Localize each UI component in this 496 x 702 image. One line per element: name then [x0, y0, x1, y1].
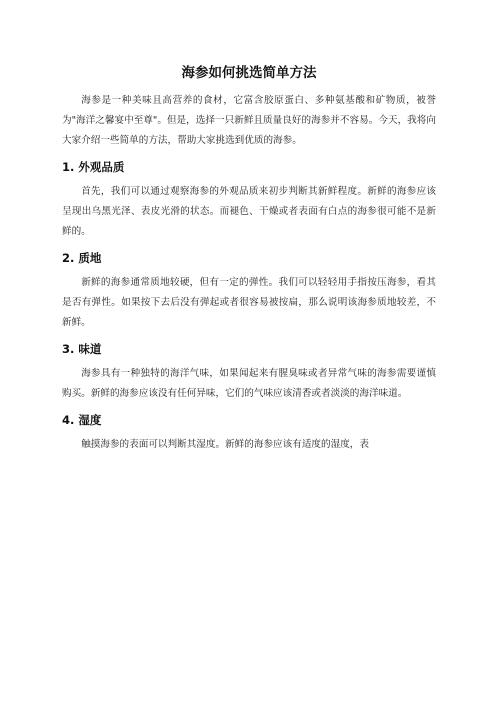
section-heading: 4. 湿度	[62, 413, 102, 427]
section-paragraph: 海参具有一种独特的海洋气味，如果闻起来有腥臭味或者异常气味的海参需要谨慎购买。新鲜的海参应该没有任何异味，它们的气味应该清香或者淡淡的海洋味道。	[62, 368, 436, 399]
section-heading: 1. 外观品质	[62, 160, 125, 174]
section-humidity	[62, 412, 436, 455]
section-appearance	[62, 159, 436, 242]
section-paragraph: 新鲜的海参通常质地较硬，但有一定的弹性。我们可以轻轻用手指按压海参，看其是否有弹性。如果按下去后没有弹起或者很容易被按扁，那么说明该海参质地较差，不新鲜。	[62, 277, 436, 328]
document-title: 海参如何挑选简单方法	[181, 65, 317, 81]
section-heading: 2. 质地	[62, 251, 102, 265]
section-paragraph: 触摸海参的表面可以判断其湿度。新鲜的海参应该有适度的湿度，表	[81, 439, 369, 450]
section-texture	[62, 250, 436, 333]
document-content	[62, 64, 436, 455]
intro-paragraph: 海参是一种美味且高营养的食材，它富含胶原蛋白、多种氨基酸和矿物质，被誉为"海洋之馨宴中至尊"。但是，选择一只新鲜且质量良好的海参并不容易。今天，我将向大家介绍一些简单的方法，帮助大家挑选到优质的海参。	[62, 95, 436, 146]
section-smell	[62, 341, 436, 404]
section-heading: 3. 味道	[62, 342, 102, 356]
section-paragraph: 首先，我们可以通过观察海参的外观品质来初步判断其新鲜程度。新鲜的海参应该呈现出乌黑光泽、表皮光滑的状态。而褪色、干燥或者表面有白点的海参很可能不是新鲜的。	[62, 186, 436, 237]
